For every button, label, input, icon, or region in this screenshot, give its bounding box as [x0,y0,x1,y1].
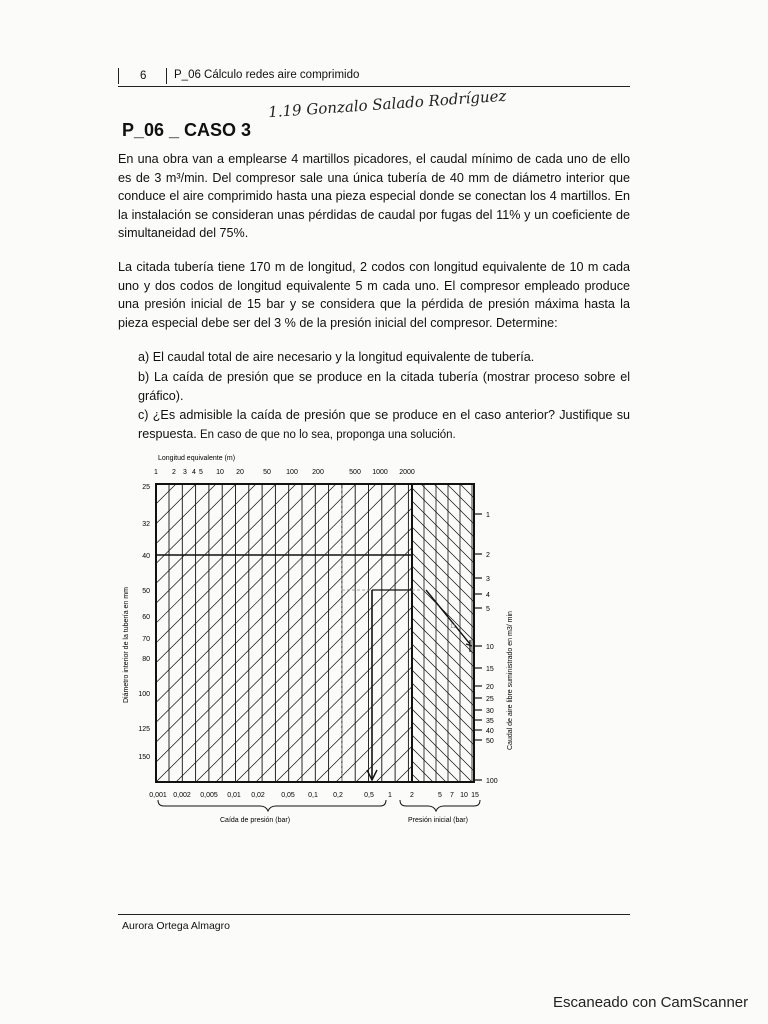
question-c [138,406,630,444]
grid-diagonal [110,484,256,782]
pressure-drop-nomogram [110,448,520,838]
grid-diagonal [196,484,496,782]
bottom-tick-label: 0,2 [333,792,343,799]
bottom-tick-label: 0,01 [227,792,241,799]
grid-diagonal-right [412,709,474,771]
grid-diagonal-right [412,488,474,550]
left-tick-label: 50 [142,588,150,595]
question-c-main: c) ¿Es admisible la caída de presión que se produce en el caso anterior? Justifique su respuesta. [138,408,630,441]
right-tick-label: 25 [486,696,494,703]
grid-diagonal [110,484,376,782]
grid-diagonal-right [412,501,474,563]
statement-paragraph-1: En una obra van a emplearse 4 martillos picadores, el caudal mínimo de cada uno de ello es de 3 m³/min. Del compresor sale una única tubería de 40 mm de diámetro interior que conduce el aire comprimido hasta una pieza especial donde se conectan los 4 martillos. En la instalación se consideran unas pérdidas de caudal por fugas del 11% y un coeficiente de simultaneidad del 75%. [118,152,630,241]
top-tick-label: 5 [199,469,203,476]
page-number: 6 [140,70,147,82]
grid-diagonal-right [412,527,474,589]
grid-diagonal-right [412,722,474,784]
grid-diagonal-right [412,592,474,654]
top-axis-title: Longitud equivalente (m) [158,455,236,462]
case-title: P_06 _ CASO 3 [122,120,252,140]
right-tick-label: 2 [486,552,490,559]
handwritten-note: 1.19 Gonzalo Salado Rodríguez [267,86,507,122]
brace-initial-pressure [400,800,480,811]
bottom-tick-label: 0,5 [364,792,374,799]
grid-diagonal-right [412,605,474,667]
right-tick-label: 3 [486,576,490,583]
grid-diagonal-right [412,449,474,511]
right-tick-label: 50 [486,738,494,745]
solution-annotations [342,488,472,782]
left-tick-label: 80 [142,656,150,663]
grid-diagonal [236,484,520,782]
grid-diagonal [110,484,156,782]
scanner-watermark: Escaneado con CamScanner [553,994,749,1011]
grid-diagonal-right [412,683,474,745]
left-grid [110,484,520,782]
grid-diagonal-right [412,553,474,615]
left-tick-label: 125 [138,726,150,733]
left-tick-label: 32 [142,521,150,528]
right-tick-label: 35 [486,718,494,725]
bottom-tick-label-right: 5 [438,792,442,799]
top-tick-label: 2000 [399,469,415,476]
left-tick-label: 25 [142,484,150,491]
header-rule-mid [166,68,167,84]
right-grid [412,448,474,836]
top-tick-label: 20 [236,469,244,476]
top-tick-label: 1 [154,469,158,476]
grid-diagonal [276,484,520,782]
bottom-tick-label: 1 [388,792,392,799]
grid-diagonal [110,484,396,782]
grid-diagonal [116,484,416,782]
grid-diagonal-right [412,774,474,836]
footer-author: Aurora Ortega Almagro [122,920,230,932]
right-tick-label: 5 [486,606,490,613]
grid-diagonal-right [412,462,474,524]
bottom-tick-label: 0,001 [149,792,167,799]
left-tick-label: 150 [138,754,150,761]
grid-diagonal-right [412,566,474,628]
top-tick-label: 1000 [372,469,388,476]
grid-diagonal-right [412,448,474,485]
top-tick-label: 10 [216,469,224,476]
bottom-tick-label: 0,02 [251,792,265,799]
top-tick-label: 50 [263,469,271,476]
grid-diagonal [110,484,356,782]
right-tick-label: 20 [486,684,494,691]
bottom-tick-label-right: 7 [450,792,454,799]
statement-paragraph-2: La citada tubería tiene 170 m de longitud, 2 codos con longitud equivalente de 10 m cada uno y dos codos de longitud equivalente 5 m cada uno. El compresor empleado produce una presión inicial de 15 bar y se considera que la pérdida de presión máxima hasta la pieza especial debe ser del 3 % de la presión inicial del compresor. Determine: [118,260,630,330]
left-tick-label: 60 [142,614,150,621]
top-axis-ticks [154,469,415,476]
right-tick-label: 100 [486,778,498,785]
top-tick-label: 500 [349,469,361,476]
top-tick-label: 200 [312,469,324,476]
top-tick-label: 3 [183,469,187,476]
grid-diagonal-right [412,696,474,758]
grid-diagonal-right [412,670,474,732]
left-tick-label: 100 [138,691,150,698]
grid-diagonal-right [412,618,474,680]
right-tick-label: 1 [486,512,490,519]
bottom-tick-label: 0,005 [200,792,218,799]
bottom-label-pressure-drop: Caída de presión (bar) [220,817,291,824]
bottom-tick-label-right: 10 [460,792,468,799]
right-axis-ticks [474,512,498,785]
right-tick-label: 4 [486,592,490,599]
header-title: P_06 Cálculo redes aire comprimido [174,69,360,81]
top-tick-label: 100 [286,469,298,476]
bottom-label-initial-pressure: Presión inicial (bar) [408,817,468,824]
bottom-tick-label: 0,002 [173,792,191,799]
grid-diagonal-right [412,735,474,797]
grid-diagonal-right [412,631,474,693]
right-tick-label: 10 [486,644,494,651]
grid-diagonal [256,484,520,782]
bottom-tick-label: 0,05 [281,792,295,799]
right-axis-title: Caudal de aire libre suministrado en m3/ min [507,611,514,750]
right-tick-label: 30 [486,708,494,715]
grid-diagonal-right [412,448,474,498]
page-header [118,68,630,87]
grid-diagonal-right [412,540,474,602]
grid-diagonal [216,484,516,782]
left-tick-label: 70 [142,636,150,643]
right-tick-label: 40 [486,728,494,735]
question-b: b) La caída de presión que se produce en la citada tubería (mostrar proceso sobre el gráfico). [138,370,630,403]
top-tick-label: 4 [192,469,196,476]
grid-diagonal-right [412,514,474,576]
right-tick-label: 15 [486,666,494,673]
bottom-axis-ticks [149,792,479,799]
bottom-tick-label: 0,1 [308,792,318,799]
grid-diagonal [176,484,476,782]
brace-pressure-drop [158,800,386,811]
left-tick-label: 40 [142,553,150,560]
grid-diagonal-right [412,448,474,459]
grid-diagonal-right [412,448,474,472]
bottom-tick-label-right: 15 [471,792,479,799]
grid-diagonal [110,484,316,782]
marker-label: 11 [450,624,457,630]
bottom-tick-label: 2 [410,792,414,799]
grid-diagonal [136,484,436,782]
grid-diagonal-right [412,657,474,719]
grid-diagonal [110,484,296,782]
question-c-extra: En caso de que no lo sea, proponga una solución. [196,428,456,441]
grid-diagonal-right [412,644,474,706]
left-axis-title: Diámetro interior de la tubería en mm [123,587,130,703]
footer-rule [118,914,630,915]
question-a: a) El caudal total de aire necesario y la longitud equivalente de tubería. [138,350,535,364]
header-rule-left [118,68,119,84]
grid-diagonal [416,484,520,782]
top-tick-label: 2 [172,469,176,476]
grid-diagonal-right [412,748,474,810]
